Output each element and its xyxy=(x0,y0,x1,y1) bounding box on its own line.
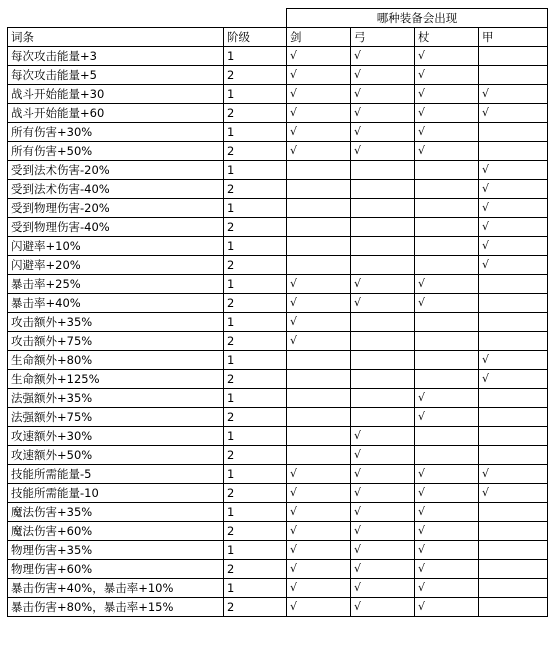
staff-check-cell xyxy=(415,427,479,446)
table-row xyxy=(8,351,548,370)
table-row xyxy=(8,389,548,408)
affix-cell: 法强额外+75% xyxy=(8,408,224,427)
tier-cell: 1 xyxy=(224,351,287,370)
sword-check-cell: √ xyxy=(287,104,351,123)
sword-check-cell xyxy=(287,218,351,237)
affix-cell: 每次攻击能量+5 xyxy=(8,66,224,85)
affix-cell: 魔法伤害+60% xyxy=(8,522,224,541)
sword-check-cell: √ xyxy=(287,503,351,522)
bow-check-cell: √ xyxy=(351,598,415,617)
sword-check-cell xyxy=(287,427,351,446)
staff-check-cell xyxy=(415,180,479,199)
sword-check-cell: √ xyxy=(287,142,351,161)
column-header-row xyxy=(8,28,548,47)
tier-cell: 1 xyxy=(224,85,287,104)
equipment-group-header: 哪种装备会出现 xyxy=(287,9,548,28)
bow-check-cell: √ xyxy=(351,427,415,446)
sword-check-cell xyxy=(287,370,351,389)
tier-cell: 1 xyxy=(224,541,287,560)
table-row xyxy=(8,408,548,427)
affix-cell: 物理伤害+35% xyxy=(8,541,224,560)
group-header-row xyxy=(8,9,548,28)
sword-check-cell xyxy=(287,256,351,275)
table-row xyxy=(8,579,548,598)
bow-check-cell: √ xyxy=(351,47,415,66)
bow-check-cell: √ xyxy=(351,142,415,161)
table-row xyxy=(8,598,548,617)
sword-check-cell: √ xyxy=(287,123,351,142)
bow-check-cell: √ xyxy=(351,104,415,123)
sword-check-cell: √ xyxy=(287,85,351,104)
bow-check-cell xyxy=(351,237,415,256)
staff-check-cell xyxy=(415,199,479,218)
affix-cell: 暴击率+25% xyxy=(8,275,224,294)
tier-cell: 2 xyxy=(224,522,287,541)
tier-cell: 2 xyxy=(224,180,287,199)
sword-check-cell: √ xyxy=(287,541,351,560)
affix-cell: 攻击额外+75% xyxy=(8,332,224,351)
affix-column-header: 词条 xyxy=(8,28,224,47)
affix-cell: 技能所需能量-5 xyxy=(8,465,224,484)
table-row xyxy=(8,560,548,579)
table-row xyxy=(8,85,548,104)
armor-check-cell: √ xyxy=(479,351,548,370)
tier-cell: 1 xyxy=(224,465,287,484)
affix-cell: 攻速额外+50% xyxy=(8,446,224,465)
staff-check-cell: √ xyxy=(415,85,479,104)
armor-check-cell xyxy=(479,275,548,294)
bow-check-cell: √ xyxy=(351,85,415,104)
staff-check-cell xyxy=(415,313,479,332)
affix-cell: 生命额外+125% xyxy=(8,370,224,389)
staff-check-cell xyxy=(415,332,479,351)
tier-cell: 1 xyxy=(224,275,287,294)
bow-check-cell: √ xyxy=(351,484,415,503)
sword-check-cell xyxy=(287,180,351,199)
table-row xyxy=(8,180,548,199)
staff-check-cell: √ xyxy=(415,465,479,484)
tier-cell: 1 xyxy=(224,427,287,446)
affix-table xyxy=(7,8,548,617)
tier-cell: 1 xyxy=(224,199,287,218)
staff-check-cell: √ xyxy=(415,294,479,313)
table-row xyxy=(8,465,548,484)
armor-check-cell xyxy=(479,503,548,522)
affix-cell: 物理伤害+60% xyxy=(8,560,224,579)
tier-cell: 2 xyxy=(224,218,287,237)
affix-cell: 生命额外+80% xyxy=(8,351,224,370)
sword-check-cell xyxy=(287,351,351,370)
staff-check-cell xyxy=(415,351,479,370)
tier-column-header: 阶级 xyxy=(224,28,287,47)
armor-check-cell: √ xyxy=(479,218,548,237)
table-row xyxy=(8,332,548,351)
table-row xyxy=(8,104,548,123)
armor-check-cell xyxy=(479,560,548,579)
armor-check-cell xyxy=(479,294,548,313)
sword-check-cell xyxy=(287,408,351,427)
armor-check-cell: √ xyxy=(479,484,548,503)
staff-check-cell xyxy=(415,446,479,465)
bow-check-cell xyxy=(351,218,415,237)
staff-check-cell xyxy=(415,370,479,389)
armor-check-cell xyxy=(479,332,548,351)
staff-check-cell: √ xyxy=(415,598,479,617)
affix-cell: 受到法术伤害-40% xyxy=(8,180,224,199)
tier-cell: 2 xyxy=(224,598,287,617)
sword-check-cell: √ xyxy=(287,47,351,66)
table-row xyxy=(8,503,548,522)
staff-check-cell: √ xyxy=(415,389,479,408)
armor-check-cell: √ xyxy=(479,199,548,218)
bow-check-cell: √ xyxy=(351,294,415,313)
table-row xyxy=(8,142,548,161)
table-row xyxy=(8,161,548,180)
bow-check-cell: √ xyxy=(351,522,415,541)
armor-check-cell: √ xyxy=(479,370,548,389)
affix-cell: 所有伤害+30% xyxy=(8,123,224,142)
staff-check-cell: √ xyxy=(415,579,479,598)
bow-check-cell xyxy=(351,313,415,332)
staff-check-cell: √ xyxy=(415,66,479,85)
staff-check-cell: √ xyxy=(415,47,479,66)
table-row xyxy=(8,522,548,541)
armor-check-cell: √ xyxy=(479,465,548,484)
bow-column-header: 弓 xyxy=(351,28,415,47)
armor-check-cell xyxy=(479,313,548,332)
tier-cell: 2 xyxy=(224,256,287,275)
affix-cell: 每次攻击能量+3 xyxy=(8,47,224,66)
sword-check-cell: √ xyxy=(287,313,351,332)
affix-cell: 战斗开始能量+60 xyxy=(8,104,224,123)
table-row xyxy=(8,446,548,465)
tier-cell: 2 xyxy=(224,332,287,351)
affix-cell: 所有伤害+50% xyxy=(8,142,224,161)
sword-check-cell: √ xyxy=(287,294,351,313)
affix-cell: 暴击伤害+40%，暴击率+10% xyxy=(8,579,224,598)
bow-check-cell: √ xyxy=(351,465,415,484)
armor-check-cell: √ xyxy=(479,237,548,256)
affix-cell: 受到物理伤害-40% xyxy=(8,218,224,237)
armor-check-cell xyxy=(479,522,548,541)
sword-check-cell xyxy=(287,389,351,408)
staff-check-cell: √ xyxy=(415,560,479,579)
table-row xyxy=(8,313,548,332)
sword-check-cell xyxy=(287,199,351,218)
bow-check-cell: √ xyxy=(351,503,415,522)
bow-check-cell: √ xyxy=(351,579,415,598)
armor-check-cell xyxy=(479,541,548,560)
armor-check-cell xyxy=(479,66,548,85)
tier-cell: 2 xyxy=(224,66,287,85)
staff-check-cell: √ xyxy=(415,503,479,522)
table-row xyxy=(8,47,548,66)
tier-cell: 2 xyxy=(224,560,287,579)
bow-check-cell xyxy=(351,351,415,370)
affix-cell: 攻速额外+30% xyxy=(8,427,224,446)
sword-check-cell: √ xyxy=(287,66,351,85)
affix-cell: 闪避率+20% xyxy=(8,256,224,275)
armor-check-cell: √ xyxy=(479,161,548,180)
table-row xyxy=(8,66,548,85)
sword-check-cell: √ xyxy=(287,579,351,598)
sword-check-cell: √ xyxy=(287,332,351,351)
armor-check-cell xyxy=(479,47,548,66)
table-row xyxy=(8,541,548,560)
tier-cell: 2 xyxy=(224,484,287,503)
bow-check-cell xyxy=(351,389,415,408)
tier-cell: 2 xyxy=(224,104,287,123)
staff-check-cell: √ xyxy=(415,123,479,142)
armor-check-cell xyxy=(479,142,548,161)
bow-check-cell: √ xyxy=(351,123,415,142)
affix-cell: 战斗开始能量+30 xyxy=(8,85,224,104)
table-row xyxy=(8,427,548,446)
sword-check-cell: √ xyxy=(287,275,351,294)
sword-check-cell: √ xyxy=(287,522,351,541)
bow-check-cell xyxy=(351,408,415,427)
tier-cell: 2 xyxy=(224,294,287,313)
bow-check-cell xyxy=(351,256,415,275)
tier-cell: 1 xyxy=(224,389,287,408)
armor-check-cell: √ xyxy=(479,104,548,123)
staff-check-cell xyxy=(415,256,479,275)
armor-check-cell: √ xyxy=(479,256,548,275)
affix-cell: 暴击率+40% xyxy=(8,294,224,313)
tier-cell: 1 xyxy=(224,47,287,66)
armor-check-cell xyxy=(479,579,548,598)
bow-check-cell xyxy=(351,370,415,389)
tier-cell: 2 xyxy=(224,408,287,427)
tier-cell: 2 xyxy=(224,142,287,161)
affix-cell: 受到物理伤害-20% xyxy=(8,199,224,218)
table-row xyxy=(8,199,548,218)
staff-check-cell: √ xyxy=(415,275,479,294)
sword-check-cell xyxy=(287,161,351,180)
staff-check-cell: √ xyxy=(415,142,479,161)
sword-column-header: 剑 xyxy=(287,28,351,47)
affix-cell: 魔法伤害+35% xyxy=(8,503,224,522)
bow-check-cell xyxy=(351,180,415,199)
table-row xyxy=(8,370,548,389)
affix-cell: 暴击伤害+80%，暴击率+15% xyxy=(8,598,224,617)
armor-check-cell xyxy=(479,427,548,446)
armor-check-cell xyxy=(479,408,548,427)
table-row xyxy=(8,275,548,294)
sword-check-cell: √ xyxy=(287,465,351,484)
staff-check-cell: √ xyxy=(415,541,479,560)
tier-cell: 2 xyxy=(224,370,287,389)
affix-table-container xyxy=(7,8,548,617)
armor-check-cell: √ xyxy=(479,180,548,199)
bow-check-cell: √ xyxy=(351,560,415,579)
armor-check-cell: √ xyxy=(479,85,548,104)
armor-column-header: 甲 xyxy=(479,28,548,47)
table-row xyxy=(8,237,548,256)
sword-check-cell: √ xyxy=(287,560,351,579)
staff-check-cell: √ xyxy=(415,104,479,123)
staff-check-cell xyxy=(415,218,479,237)
staff-check-cell xyxy=(415,161,479,180)
staff-check-cell: √ xyxy=(415,484,479,503)
sword-check-cell xyxy=(287,446,351,465)
table-row xyxy=(8,218,548,237)
tier-cell: 1 xyxy=(224,237,287,256)
table-row xyxy=(8,484,548,503)
tier-cell: 2 xyxy=(224,446,287,465)
staff-check-cell: √ xyxy=(415,408,479,427)
bow-check-cell: √ xyxy=(351,446,415,465)
bow-check-cell: √ xyxy=(351,275,415,294)
affix-cell: 受到法术伤害-20% xyxy=(8,161,224,180)
blank-corner-cell xyxy=(8,9,287,28)
tier-cell: 1 xyxy=(224,123,287,142)
affix-cell: 法强额外+35% xyxy=(8,389,224,408)
bow-check-cell xyxy=(351,332,415,351)
bow-check-cell xyxy=(351,161,415,180)
bow-check-cell: √ xyxy=(351,66,415,85)
affix-cell: 闪避率+10% xyxy=(8,237,224,256)
table-row xyxy=(8,256,548,275)
armor-check-cell xyxy=(479,123,548,142)
tier-cell: 1 xyxy=(224,161,287,180)
table-row xyxy=(8,294,548,313)
sword-check-cell: √ xyxy=(287,598,351,617)
affix-cell: 攻击额外+35% xyxy=(8,313,224,332)
table-row xyxy=(8,123,548,142)
armor-check-cell xyxy=(479,446,548,465)
tier-cell: 1 xyxy=(224,503,287,522)
staff-check-cell: √ xyxy=(415,522,479,541)
armor-check-cell xyxy=(479,598,548,617)
armor-check-cell xyxy=(479,389,548,408)
staff-check-cell xyxy=(415,237,479,256)
tier-cell: 1 xyxy=(224,313,287,332)
sword-check-cell: √ xyxy=(287,484,351,503)
tier-cell: 1 xyxy=(224,579,287,598)
bow-check-cell: √ xyxy=(351,541,415,560)
staff-column-header: 杖 xyxy=(415,28,479,47)
bow-check-cell xyxy=(351,199,415,218)
sword-check-cell xyxy=(287,237,351,256)
affix-cell: 技能所需能量-10 xyxy=(8,484,224,503)
